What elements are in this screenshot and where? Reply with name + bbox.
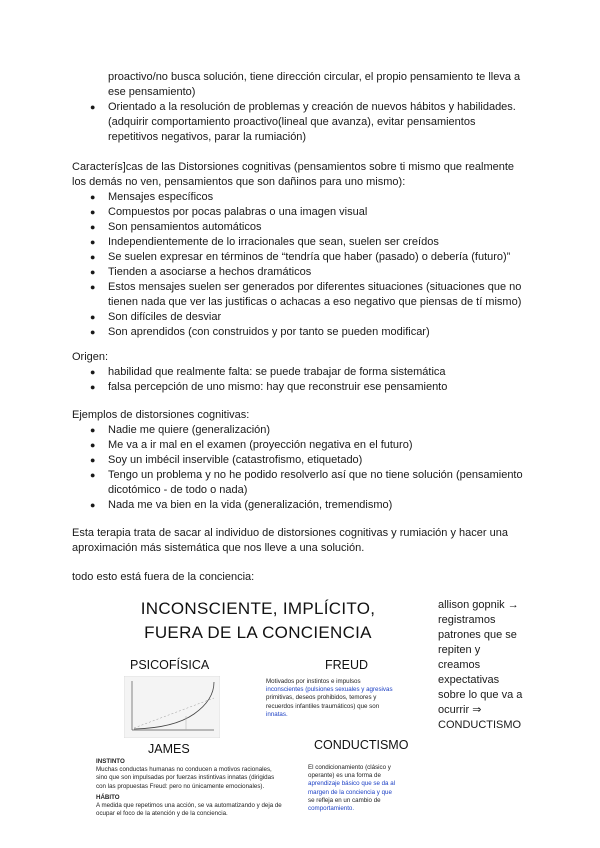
slide-title-line2: FUERA DE LA CONCIENCIA bbox=[144, 623, 372, 642]
text-line: se refleja en un cambio de bbox=[308, 796, 381, 804]
text-line: ● falsa percepción de uno mismo: hay que reconstruir ese pensamiento bbox=[108, 381, 448, 393]
text-line: allison gopnik → bbox=[438, 599, 519, 611]
bullet-item bbox=[108, 100, 528, 145]
text-line: ocupar el foco de la atención y de la conciencia. bbox=[96, 810, 228, 818]
james-text bbox=[96, 758, 292, 818]
text-line: ● Son aprendidos (con construidos y por tanto se pueden modificar) bbox=[108, 326, 430, 338]
bullet-item bbox=[108, 250, 532, 265]
bullet-item bbox=[108, 468, 532, 498]
text-line: repetitivos negativos, parar la rumiación) bbox=[108, 131, 307, 143]
freud-heading: FREUD bbox=[325, 658, 369, 672]
text-line: dicotómico - de todo o nada) bbox=[108, 484, 248, 496]
text-line: expectativas bbox=[438, 674, 500, 686]
text-line: ● Se suelen expresar en términos de “tendría que haber (pasado) o debería (futuro)” bbox=[108, 251, 511, 263]
side-note bbox=[438, 598, 558, 733]
james-heading: JAMES bbox=[148, 742, 190, 756]
text-line: (adquirir comportamiento proactivo(lineal que avanza), evitar pensamientos bbox=[108, 116, 476, 128]
conductismo-heading: CONDUCTISMO bbox=[314, 738, 409, 752]
text-line: ● Nada me va bien en la vida (generalización, tremendismo) bbox=[108, 499, 393, 511]
text-line: ● Nadie me quiere (generalización) bbox=[108, 424, 271, 436]
origen-section bbox=[72, 350, 532, 395]
section-heading: Origen: bbox=[72, 351, 109, 363]
text-line: aproximación más sistemática que nos lleve a una solución. bbox=[72, 542, 365, 554]
text-line: inconscientes (pulsiones sexuales y agresivas bbox=[266, 686, 393, 694]
text-line: ese pensamiento) bbox=[108, 86, 196, 98]
text-line: Muchas conductas humanas no conducen a motivos racionales, bbox=[96, 766, 272, 774]
section-heading: Caracterís]cas de las Distorsiones cognitivas (pensamientos sobre ti mismo que realmente bbox=[72, 161, 515, 173]
text-line: El condicionamiento (clásico y bbox=[308, 764, 391, 771]
text-line: Esta terapia trata de sacar al individuo de distorsiones cognitivas y rumiación y hacer una bbox=[72, 527, 508, 539]
text-line: ● Independientemente de lo irracionales que sean, suelen ser creídos bbox=[108, 236, 439, 248]
bullet-item bbox=[108, 205, 532, 220]
text-line: ● Estos mensajes suelen ser generados por diferentes situaciones (situaciones que no bbox=[108, 281, 522, 293]
text-line: repiten y bbox=[438, 644, 481, 656]
terapia-paragraph bbox=[72, 526, 532, 556]
text-line: sino que son impulsadas por fuerzas instintivas innatas (dirigidas bbox=[96, 774, 275, 782]
psicofisica-heading: PSICOFÍSICA bbox=[130, 658, 210, 672]
text-line: primitivas, deseos prohibidos, temores y bbox=[266, 694, 377, 702]
text-line: patrones que se bbox=[438, 629, 517, 641]
section-heading: Ejemplos de distorsiones cognitivas: bbox=[72, 409, 250, 421]
bullet-item bbox=[108, 280, 532, 310]
bullet-item bbox=[108, 365, 532, 380]
bullet-item bbox=[108, 265, 532, 280]
text-line: Motivados por instintos e impulsos bbox=[266, 678, 361, 685]
ejemplos-section bbox=[72, 408, 532, 513]
text-line: ● Tengo un problema y no he podido resolverlo así que no tiene solución (pensamiento bbox=[108, 469, 523, 481]
bullet-item bbox=[108, 190, 532, 205]
text-line: ● Tienden a asociarse a hechos dramáticos bbox=[108, 266, 312, 278]
text-line: CONDUCTISMO bbox=[438, 719, 522, 731]
bullet-item bbox=[108, 423, 532, 438]
habito-label: HÁBITO bbox=[96, 793, 120, 801]
text-line: ● Me va a ir mal en el examen (proyección negativa en el futuro) bbox=[108, 439, 413, 451]
text-line: innatas. bbox=[266, 710, 288, 718]
bullet-item bbox=[108, 220, 532, 235]
section-heading: los demás no ven, pensamientos que son dañinos para uno mismo): bbox=[72, 176, 406, 188]
text-line: aprendizaje básico que se da al bbox=[308, 780, 396, 788]
text-line: ocurrir ⇒ bbox=[438, 704, 482, 716]
bullet-item bbox=[108, 453, 532, 468]
text-line: proactivo/no busca solución, tiene dirección circular, el propio pensamiento te lleva a bbox=[108, 71, 521, 83]
caracteristicas-section bbox=[72, 160, 532, 340]
instinto-label: INSTINTO bbox=[96, 758, 125, 765]
text-line: ● Son difíciles de desviar bbox=[108, 311, 222, 323]
embedded-slide bbox=[86, 592, 430, 830]
text-line: A medida que repetimos una acción, se va automatizando y deja de bbox=[96, 802, 282, 810]
text-line: registramos bbox=[438, 614, 496, 626]
freud-text bbox=[266, 678, 424, 719]
text-line: operante) es una forma de bbox=[308, 772, 381, 780]
text-line: sobre lo que va a bbox=[438, 689, 523, 701]
intro-continuation bbox=[108, 70, 528, 100]
bullet-item bbox=[108, 310, 532, 325]
bullet-item bbox=[108, 498, 532, 513]
text-line: margen de la conciencia y que bbox=[308, 788, 392, 796]
fuera-line: todo esto está fuera de la conciencia: bbox=[72, 571, 255, 583]
text-line: ● habilidad que realmente falta: se puede trabajar de forma sistemática bbox=[108, 366, 446, 378]
text-line: tienen nada que ver las justificas o achacas a eso negativo que piensas de tí mismo) bbox=[108, 296, 522, 308]
text-line: comportamiento. bbox=[308, 805, 355, 813]
text-line: ● Son pensamientos automáticos bbox=[108, 221, 262, 233]
bullet-item bbox=[108, 380, 532, 395]
slide-title-line1: INCONSCIENTE, IMPLÍCITO, bbox=[140, 599, 376, 618]
text-line: con las propuestas Freud: pero no únicamente emocionales). bbox=[96, 782, 265, 790]
intro-bullets bbox=[108, 100, 528, 145]
bullet-item bbox=[108, 235, 532, 250]
text-line: ● Mensajes específicos bbox=[108, 191, 214, 203]
text-line: recuerdos infantiles traumáticos) que son bbox=[266, 702, 380, 710]
text-line: ● Compuestos por pocas palabras o una imagen visual bbox=[108, 206, 368, 218]
conductismo-text bbox=[308, 764, 426, 813]
bullet-item bbox=[108, 325, 532, 340]
bullet-item bbox=[108, 438, 532, 453]
text-line: ● Soy un imbécil inservible (catastrofismo, etiquetado) bbox=[108, 454, 363, 466]
text-line: ● Orientado a la resolución de problemas y creación de nuevos hábitos y habilidades. bbox=[108, 101, 516, 113]
psychophysics-graph-image bbox=[124, 676, 220, 738]
text-line: creamos bbox=[438, 659, 481, 671]
